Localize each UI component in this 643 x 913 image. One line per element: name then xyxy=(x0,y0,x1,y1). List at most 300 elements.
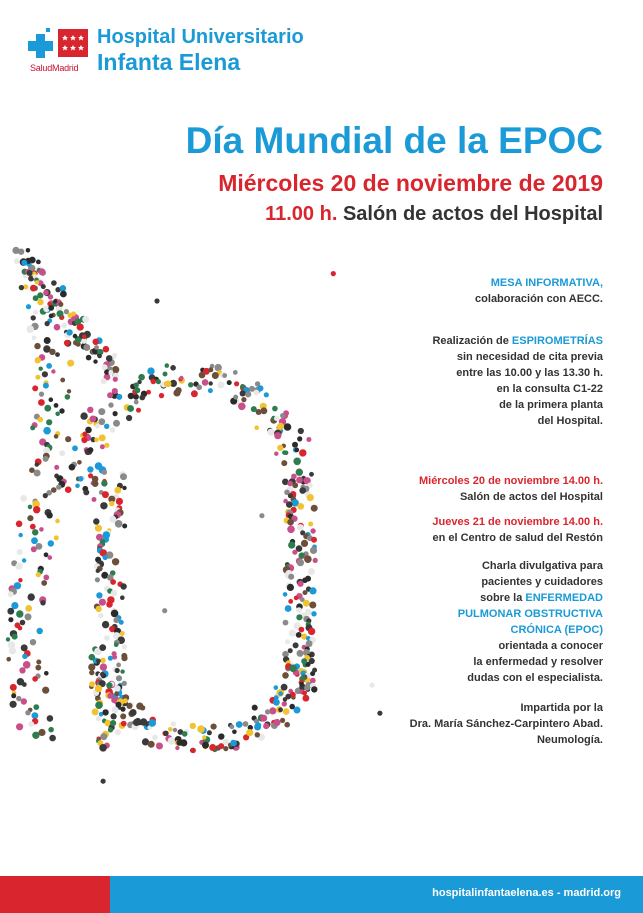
crowd-person xyxy=(208,367,213,372)
info-session1 xyxy=(419,473,603,505)
crowd-person xyxy=(110,720,116,726)
crowd-illustration xyxy=(0,240,420,800)
crowd-person xyxy=(100,658,106,664)
crowd-person xyxy=(191,390,198,397)
hospital-name xyxy=(97,27,304,74)
crowd-person xyxy=(89,681,95,687)
crowd-person xyxy=(35,375,40,380)
crowd-person xyxy=(98,418,105,425)
crowd-person xyxy=(307,494,314,501)
crowd-person xyxy=(92,708,99,715)
crowd-person xyxy=(246,729,253,736)
session1-date: Miércoles 20 de noviembre 14.00 h. xyxy=(418,475,603,487)
crowd-person xyxy=(280,718,285,723)
crowd-person xyxy=(112,353,117,358)
crowd-person xyxy=(55,352,60,357)
crowd-person xyxy=(165,363,170,368)
crowd-walker xyxy=(104,443,109,448)
crowd-person xyxy=(293,642,299,648)
crowd-person xyxy=(25,613,32,620)
crowd-person xyxy=(44,671,49,676)
crowd-person xyxy=(12,634,18,640)
crowd-person xyxy=(148,741,155,748)
crowd-person xyxy=(114,685,120,691)
crowd-person xyxy=(99,644,106,651)
crowd-person xyxy=(168,727,173,732)
crowd-person xyxy=(96,592,102,598)
crowd-person xyxy=(260,715,267,722)
crowd-person xyxy=(106,682,112,688)
crowd-person xyxy=(19,667,25,673)
crowd-person xyxy=(32,385,38,391)
crowd-person xyxy=(51,280,57,286)
crowd-person xyxy=(16,610,23,617)
crowd-person xyxy=(308,568,315,575)
crowd-person xyxy=(227,380,232,385)
crowd-person xyxy=(190,748,196,754)
crowd-person xyxy=(30,524,36,530)
crowd-person xyxy=(278,691,283,696)
crowd-person xyxy=(134,400,139,405)
crowd-person xyxy=(48,727,54,733)
crowd-person xyxy=(170,365,176,371)
crowd-person xyxy=(108,656,113,661)
crowd-person xyxy=(116,394,122,400)
charla-highlight-2: PULMONAR OBSTRUCTIVA xyxy=(457,608,603,620)
crowd-person xyxy=(25,605,32,612)
crowd-person xyxy=(208,388,213,393)
crowd-person xyxy=(100,733,107,740)
crowd-person xyxy=(39,392,44,397)
crowd-person xyxy=(175,746,179,750)
crowd-person xyxy=(57,310,64,317)
crowd-person xyxy=(230,724,235,729)
crowd-person xyxy=(151,379,157,385)
crowd-person xyxy=(95,577,100,582)
crowd-person xyxy=(133,719,140,726)
crowd-person xyxy=(274,416,279,421)
crowd-person xyxy=(26,304,31,309)
crowd-person xyxy=(238,403,246,411)
crowd-person xyxy=(111,590,118,597)
crowd-person xyxy=(274,685,279,690)
crowd-person xyxy=(269,707,276,714)
crowd-person xyxy=(310,528,315,533)
crowd-person xyxy=(294,707,301,714)
crowd-person xyxy=(274,452,278,456)
crowd-person xyxy=(60,291,67,298)
crowd-person xyxy=(25,710,30,715)
espiro-line-2: entre las 10.00 y las 13.30 h. xyxy=(456,367,603,379)
crowd-person xyxy=(120,583,126,589)
crowd-person xyxy=(255,732,260,737)
crowd-person xyxy=(48,555,53,560)
crowd-walker xyxy=(234,381,239,386)
crowd-person xyxy=(303,590,308,595)
crowd-person xyxy=(80,412,87,419)
crowd-person xyxy=(65,486,72,493)
crowd-person xyxy=(96,606,102,612)
crowd-person xyxy=(42,371,48,377)
crowd-person xyxy=(122,644,127,649)
crowd-person xyxy=(93,518,99,524)
crowd-walker xyxy=(122,681,127,686)
crowd-person xyxy=(6,637,10,641)
crowd-person xyxy=(22,654,27,659)
espiro-line-3: en la consulta C1-22 xyxy=(496,383,603,395)
crowd-person xyxy=(112,388,118,394)
crowd-person xyxy=(291,474,297,480)
crowd-person xyxy=(20,495,27,502)
crowd-person xyxy=(85,427,92,434)
crowd-person xyxy=(310,678,316,684)
crowd-person xyxy=(95,701,103,709)
event-place: Salón de actos del Hospital xyxy=(342,203,603,225)
crowd-person xyxy=(283,708,290,715)
charla-line-2 xyxy=(458,590,603,606)
crowd-person xyxy=(168,737,176,745)
crowd-person xyxy=(102,491,109,498)
crowd-person xyxy=(78,476,84,482)
crowd-person xyxy=(28,593,35,600)
crowd-person xyxy=(223,739,229,745)
crowd-person xyxy=(90,416,97,423)
charla-line-1: pacientes y cuidadores xyxy=(481,576,603,588)
crowd-person xyxy=(111,697,117,703)
speaker-line-2: Neumología. xyxy=(536,734,603,746)
crowd-person xyxy=(207,730,212,735)
crowd-person xyxy=(109,516,116,523)
crowd-person xyxy=(292,442,298,448)
crowd-person xyxy=(36,660,41,665)
crowd-person xyxy=(104,635,110,641)
event-time: 11.00 h. xyxy=(265,203,338,225)
crowd-person xyxy=(75,484,80,489)
crowd-person xyxy=(156,379,161,384)
crowd-person xyxy=(102,364,108,370)
crowd-person xyxy=(119,620,124,625)
crowd-person xyxy=(176,739,182,745)
crowd-person xyxy=(30,639,36,645)
crowd-person xyxy=(120,595,125,600)
crowd-person xyxy=(108,402,113,407)
charla-highlight-1: ENFERMEDAD xyxy=(525,592,603,604)
crowd-person xyxy=(18,626,23,631)
hospital-name-line2: Infanta Elena xyxy=(97,49,241,75)
crowd-person xyxy=(81,437,87,443)
crowd-person xyxy=(127,405,134,412)
crowd-person xyxy=(218,733,224,739)
crowd-person xyxy=(296,614,302,620)
crowd-person xyxy=(18,578,22,582)
crowd-person xyxy=(115,520,123,528)
crowd-person xyxy=(297,650,304,657)
crowd-person xyxy=(116,498,123,505)
charla-rest-0: orientada a conocer xyxy=(498,640,603,652)
crowd-person xyxy=(51,369,55,373)
crowd-person xyxy=(265,709,270,714)
crowd-person xyxy=(14,258,20,264)
crowd-person xyxy=(128,393,134,399)
crowd-person xyxy=(93,359,97,363)
crowd-person xyxy=(44,337,51,344)
crowd-person xyxy=(211,724,217,730)
crowd-person xyxy=(285,694,291,700)
crowd-person xyxy=(100,672,105,677)
crowd-person xyxy=(31,315,36,320)
info-speaker xyxy=(410,700,603,748)
crowd-person xyxy=(32,335,37,340)
crowd-person xyxy=(89,670,94,675)
crowd-person xyxy=(34,343,40,349)
crowd-person xyxy=(32,529,38,535)
crowd-person xyxy=(9,647,16,654)
crowd-person xyxy=(33,704,39,710)
crowd-person xyxy=(23,661,31,669)
crowd-person xyxy=(46,512,52,518)
crowd-person xyxy=(35,357,41,363)
crowd-person xyxy=(149,719,157,727)
crowd-person xyxy=(97,354,102,359)
crowd-person xyxy=(36,572,41,577)
crowd-person xyxy=(274,695,279,700)
crowd-person xyxy=(43,383,49,389)
crowd-person xyxy=(120,631,125,636)
crowd-person xyxy=(67,360,74,367)
crowd-person xyxy=(223,746,228,751)
crowd-person xyxy=(196,385,202,391)
crowd-person xyxy=(99,434,106,441)
crowd-person xyxy=(182,731,188,737)
crowd-person xyxy=(113,420,120,427)
crowd-person xyxy=(107,392,113,398)
crowd-person xyxy=(38,399,45,406)
crowd-person xyxy=(115,729,121,735)
crowd-person xyxy=(69,464,76,471)
espiro-highlight: ESPIROMETRÍAS xyxy=(511,335,603,347)
crowd-person xyxy=(35,665,41,671)
crowd-person xyxy=(292,550,297,555)
crowd-person xyxy=(140,718,147,725)
crowd-person xyxy=(46,419,52,425)
crowd-person xyxy=(163,731,168,736)
crowd-person xyxy=(55,519,60,524)
crowd-person xyxy=(130,709,137,716)
crowd-person xyxy=(121,721,127,727)
crowd-person xyxy=(292,482,298,488)
crowd-person xyxy=(98,613,103,618)
crowd-person xyxy=(255,722,261,728)
charla-rest-1: la enfermedad y resolver xyxy=(473,656,603,668)
crowd-walker xyxy=(313,558,318,563)
crowd-person xyxy=(99,599,106,606)
crowd-person xyxy=(110,579,116,585)
crowd-person xyxy=(240,390,246,396)
crowd-person xyxy=(136,408,141,413)
crowd-person xyxy=(95,424,100,429)
crowd-walker xyxy=(123,698,128,703)
speaker-line-0: Impartida por la xyxy=(520,702,603,714)
crowd-person xyxy=(32,676,38,682)
crowd-person xyxy=(83,344,90,351)
mesa-title: MESA INFORMATIVA, xyxy=(490,277,603,289)
crowd-person xyxy=(54,434,59,439)
footer-url[interactable]: hospitalinfantaelena.es - madrid.org xyxy=(432,887,621,899)
crowd-person xyxy=(39,268,46,275)
crowd-person xyxy=(22,558,26,562)
info-mesa xyxy=(475,275,603,307)
crowd-person xyxy=(120,669,124,673)
crowd-person xyxy=(297,503,304,510)
crowd-person xyxy=(88,664,95,671)
speaker-line-1: Dra. María Sánchez-Carpintero Abad. xyxy=(409,718,603,730)
crowd-person xyxy=(215,364,222,371)
crowd-person xyxy=(288,542,295,549)
crowd-person xyxy=(33,310,38,315)
crowd-person xyxy=(299,449,306,456)
crowd-person xyxy=(267,429,274,436)
crowd-person xyxy=(35,462,39,466)
crowd-person xyxy=(120,713,126,719)
crowd-person xyxy=(100,444,105,449)
crowd-person xyxy=(44,552,49,557)
crowd-person xyxy=(43,456,49,462)
crowd-person xyxy=(56,484,61,489)
crowd-person xyxy=(299,627,305,633)
crowd-person xyxy=(93,339,99,345)
crowd-person xyxy=(283,620,289,626)
crowd-person xyxy=(71,311,76,316)
crowd-person xyxy=(72,445,78,451)
crowd-person xyxy=(233,395,238,400)
crowd-person xyxy=(95,685,102,692)
crowd-person xyxy=(147,367,154,374)
crowd-person xyxy=(293,458,301,466)
crowd-person xyxy=(282,672,289,679)
crowd-person xyxy=(306,640,313,647)
crowd-person xyxy=(77,324,84,331)
crowd-person xyxy=(27,515,33,521)
crowd-person xyxy=(96,569,100,573)
crowd-person xyxy=(44,405,51,412)
crowd-person xyxy=(152,735,158,741)
crowd-person xyxy=(197,725,205,733)
crowd-person xyxy=(188,382,193,387)
crowd-person xyxy=(103,346,110,353)
info-session2 xyxy=(432,514,603,546)
crowd-person xyxy=(139,395,145,401)
espiro-line-4: de la primera planta xyxy=(499,399,603,411)
crowd-person xyxy=(83,489,89,495)
crowd-person xyxy=(253,390,259,396)
crowd-person xyxy=(310,547,317,554)
crowd-person xyxy=(281,460,287,466)
crowd-person xyxy=(113,377,118,382)
crowd-person xyxy=(94,345,99,350)
crowd-person xyxy=(103,555,108,560)
crowd-person xyxy=(106,601,113,608)
crowd-person xyxy=(96,659,101,664)
crowd-person xyxy=(165,381,172,388)
crowd-person xyxy=(101,480,107,486)
crowd-person xyxy=(100,663,107,670)
crowd-person xyxy=(11,602,18,609)
crowd-person xyxy=(263,723,269,729)
crowd-person xyxy=(43,290,49,296)
crowd-person xyxy=(19,285,24,290)
crowd-person xyxy=(278,707,283,712)
charla-prefix: sobre la xyxy=(480,592,526,604)
charla-rest-2: dudas con el especialista. xyxy=(467,672,603,684)
crowd-person xyxy=(252,705,258,711)
crowd-person xyxy=(245,391,251,397)
crowd-person xyxy=(98,408,105,415)
crowd-person xyxy=(311,611,316,616)
footer xyxy=(0,876,643,913)
crowd-person xyxy=(28,721,34,727)
crowd-walker xyxy=(280,413,285,418)
crowd-person xyxy=(277,445,283,451)
crowd-person xyxy=(311,686,317,692)
crowd-person xyxy=(54,324,61,331)
crowd-person xyxy=(287,526,295,534)
crowd-person xyxy=(7,608,14,615)
crowd-person xyxy=(303,600,310,607)
crowd-person xyxy=(32,732,39,739)
crowd-person xyxy=(31,546,37,552)
crowd-person xyxy=(243,721,249,727)
crowd-person xyxy=(138,374,145,381)
crowd-person xyxy=(37,299,43,305)
crowd-person xyxy=(283,592,288,597)
crowd-walker xyxy=(154,298,159,303)
crowd-person xyxy=(209,381,213,385)
event-date: Miércoles 20 de noviembre de 2019 xyxy=(218,170,603,196)
crowd-person xyxy=(116,663,121,668)
crowd-person xyxy=(108,727,113,732)
crowd-person xyxy=(49,735,56,742)
crowd-person xyxy=(34,470,41,477)
crowd-person xyxy=(309,472,314,477)
crowd-person xyxy=(116,702,122,708)
crowd-person xyxy=(102,709,108,715)
crowd-person xyxy=(297,524,304,531)
crowd-person xyxy=(301,540,308,547)
crowd-person xyxy=(156,743,163,750)
crowd-person xyxy=(294,596,299,601)
crowd-person xyxy=(106,355,113,362)
crowd-person xyxy=(65,394,71,400)
crowd-person xyxy=(288,574,294,580)
crowd-person xyxy=(296,607,302,613)
crowd-walker xyxy=(162,608,167,613)
crowd-person xyxy=(27,270,33,276)
crowd-person xyxy=(296,632,302,638)
salud-madrid-label: SaludMadrid xyxy=(30,63,79,73)
crowd-person xyxy=(114,487,121,494)
crowd-person xyxy=(36,260,41,265)
crowd-person xyxy=(43,575,49,581)
crowd-person xyxy=(120,473,127,480)
crowd-person xyxy=(65,436,71,442)
crowd-person xyxy=(35,280,39,284)
crowd-person xyxy=(54,403,59,408)
crowd-person xyxy=(121,655,127,661)
crowd-person xyxy=(122,486,126,490)
crowd-person xyxy=(49,314,54,319)
crowd-person xyxy=(163,372,168,377)
crowd-person xyxy=(309,587,316,594)
